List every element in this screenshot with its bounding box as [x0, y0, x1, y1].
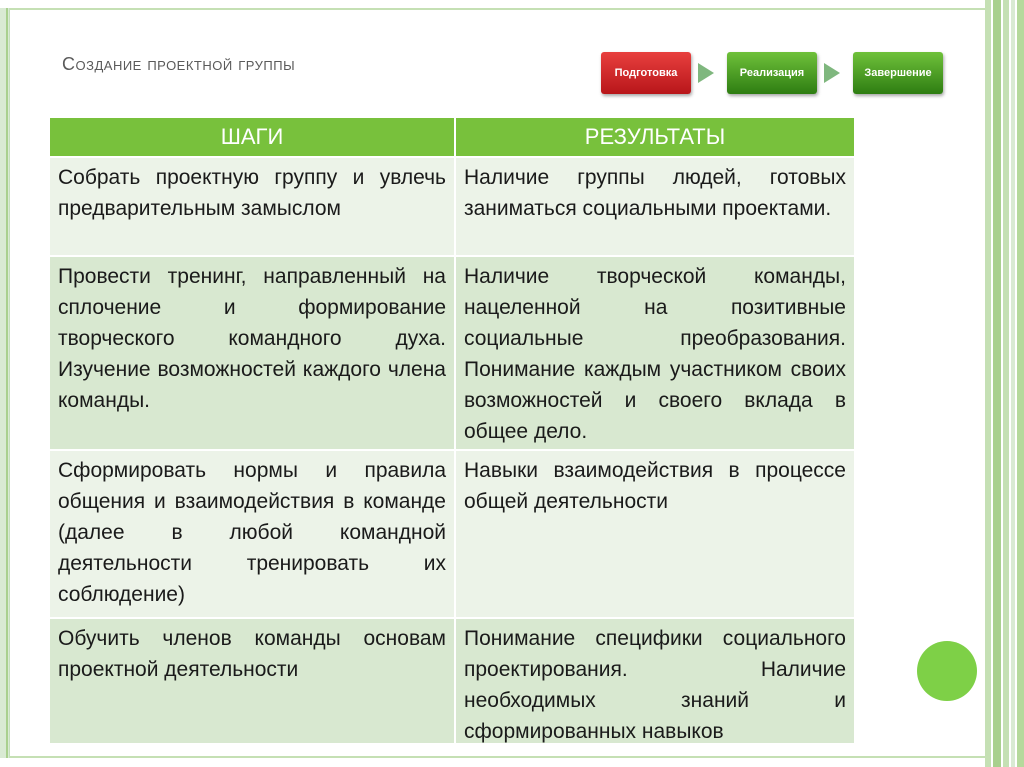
- decorative-circle: [917, 641, 977, 701]
- step-cell: Собрать проектную группу и увлечь предварительным замыслом: [50, 158, 456, 255]
- table-body: [50, 156, 856, 743]
- result-cell: Понимание специфики социального проектирования. Наличие необходимых знаний и сформированных навыков: [456, 619, 856, 743]
- header-results: РЕЗУЛЬТАТЫ: [456, 118, 856, 156]
- step-realization[interactable]: Реализация: [727, 52, 817, 94]
- steps-results-table: [50, 118, 856, 743]
- right-stripe-1: [985, 0, 991, 767]
- arrow-right-icon: [824, 63, 840, 83]
- table-row: [50, 156, 856, 255]
- right-stripe-4: [1011, 0, 1015, 767]
- table-row: [50, 255, 856, 449]
- result-cell: Наличие группы людей, готовых заниматься социальными проектами.: [456, 158, 856, 255]
- step-cell: Обучить членов команды основам проектной деятельности: [50, 619, 456, 743]
- right-stripe-2: [993, 0, 1001, 767]
- frame-top-border: [10, 8, 985, 10]
- arrow-right-icon: [698, 63, 714, 83]
- right-stripe-5: [1017, 0, 1024, 767]
- result-cell: Навыки взаимодействия в процессе общей деятельности: [456, 451, 856, 617]
- frame-left-accent: [6, 8, 8, 758]
- step-cell: Провести тренинг, направленный на сплочение и формирование творческого командного духа. Изучение возможностей каждого члена команды.: [50, 257, 456, 449]
- header-steps: ШАГИ: [50, 118, 456, 156]
- step-completion[interactable]: Завершение: [853, 52, 943, 94]
- slide-title: Создание проектной группы: [62, 54, 296, 74]
- step-cell: Сформировать нормы и правила общения и взаимодействия в команде (далее в любой командной деятельности тренировать их соблюдение): [50, 451, 456, 617]
- frame-left-border: [0, 8, 10, 758]
- result-cell: Наличие творческой команды, нацеленной на позитивные социальные преобразования. Понимание каждым участником своих возможностей и своего вклада в общее дело.: [456, 257, 856, 449]
- table-header: [50, 118, 856, 156]
- table-row: [50, 449, 856, 617]
- frame-bottom-border: [10, 756, 985, 758]
- right-stripe-3: [1003, 0, 1009, 767]
- table-row: [50, 617, 856, 743]
- step-preparation[interactable]: Подготовка: [601, 52, 691, 94]
